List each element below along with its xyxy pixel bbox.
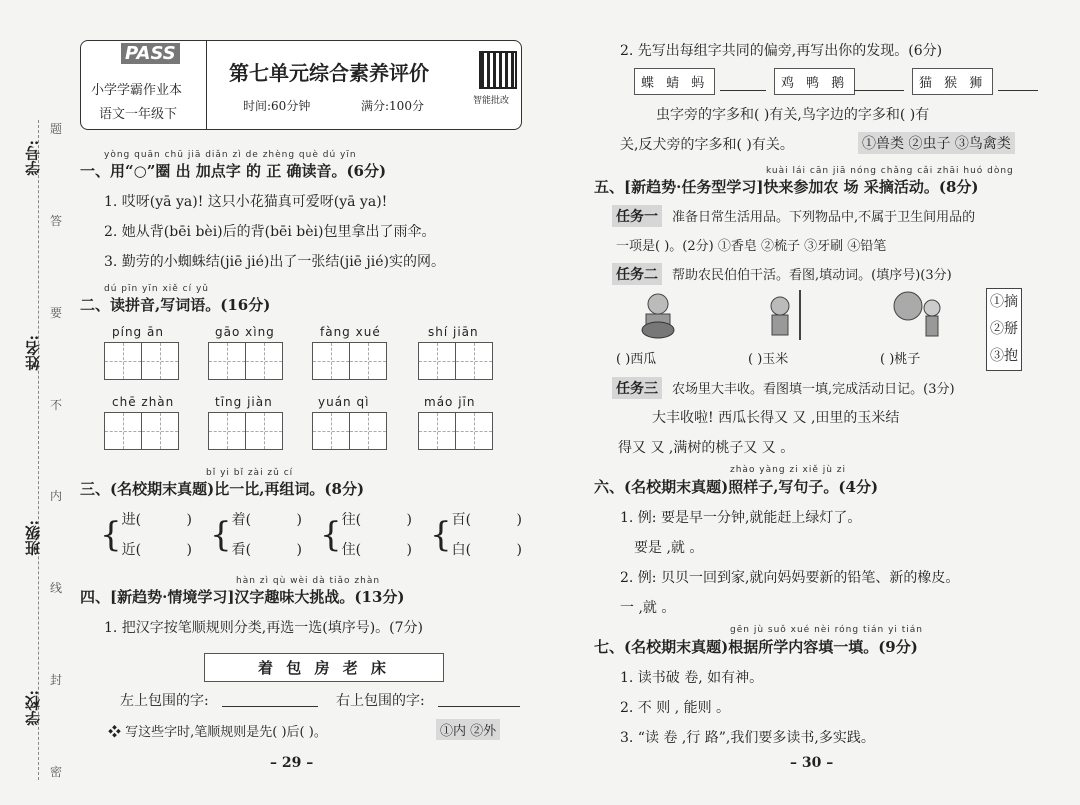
stroke-order-options: ①内 ②外 xyxy=(436,719,500,740)
s1-q2: 2. 她从背(bēi bèi)后的背(bēi bèi)包里拿出了雨伞。 xyxy=(104,224,436,240)
seal-char: 不 xyxy=(50,397,63,412)
seal-line-chars xyxy=(50,120,62,780)
compare-char[interactable]: 着( xyxy=(231,512,252,528)
word-grid[interactable] xyxy=(312,412,386,450)
compare-group xyxy=(430,505,522,565)
verb-option: ②掰 xyxy=(990,321,1018,337)
compare-group xyxy=(210,505,302,565)
paren: ) xyxy=(406,512,412,528)
s4-pinyin: hàn zì qù wèi dà tiǎo zhàn xyxy=(236,576,381,586)
word-pinyin: píng ān xyxy=(112,325,164,339)
compare-char[interactable]: 白( xyxy=(451,542,472,558)
seal-char: 封 xyxy=(50,673,63,688)
corn-picture xyxy=(760,290,820,340)
compare-group xyxy=(100,505,192,565)
s2-title: 二、读拼音,写词语。(16分) xyxy=(80,296,271,314)
s3-pinyin: bǐ yi bǐ zài zǔ cí xyxy=(206,468,294,478)
compare-char[interactable]: 百( xyxy=(451,512,472,528)
page-title: 第七单元综合素养评价 xyxy=(229,61,429,85)
s3-title: 三、(名校期末真题)比一比,再组词。(8分) xyxy=(80,480,365,498)
word-grid[interactable] xyxy=(208,342,282,380)
brace-icon: { xyxy=(430,515,452,555)
school-label: 学校: xyxy=(24,690,42,726)
s1-q3: 3. 勤劳的小蜘蛛结(jiē jié)出了一张结(jiē jié)实的网。 xyxy=(104,254,445,270)
page-number-left: – 29 – xyxy=(270,755,314,771)
task1-text: 准备日常生活用品。下列物品中,不属于卫生间用品的 xyxy=(672,210,976,225)
fill-line1[interactable]: 1. 读书破 卷, 如有神。 xyxy=(620,670,764,686)
compare-group xyxy=(320,505,412,565)
paren: ) xyxy=(296,512,302,528)
fill-line2[interactable]: 2. 不 则 , 能则 。 xyxy=(620,700,731,716)
seal-char: 密 xyxy=(50,764,63,779)
word-pinyin: fàng xué xyxy=(320,325,381,339)
compare-char[interactable]: 往( xyxy=(341,512,362,528)
right-surround-label: 右上包围的字: xyxy=(336,693,425,709)
word-pinyin: chē zhàn xyxy=(112,395,175,409)
s6-pinyin: kuài lái cān jiā nóng chǎng cǎi zhāi huó dòng xyxy=(766,166,1014,176)
watermelon-picture xyxy=(628,290,688,340)
page-number-right: – 30 – xyxy=(790,755,834,771)
diary-line1[interactable]: 大丰收啦! 西瓜长得又 又 ,田里的玉米结 xyxy=(652,410,900,426)
verb-fill[interactable]: ( )桃子 xyxy=(880,352,921,367)
s4-title: 四、[新趋势·情境学习]汉字趣味大挑战。(13分) xyxy=(80,588,405,606)
verb-fill[interactable]: ( )西瓜 xyxy=(616,352,657,367)
word-grid[interactable] xyxy=(312,342,386,380)
compare-char[interactable]: 近( xyxy=(121,542,142,558)
s8-title: 七、(名校期末真题)根据所学内容填一填。(9分) xyxy=(594,638,918,656)
time-limit: 时间:60分钟 xyxy=(243,99,311,113)
word-pinyin: shí jiān xyxy=(428,325,479,339)
grade: 语文一年级下 xyxy=(99,107,178,122)
fill-line3[interactable]: 3. “读 卷 ,行 路”,我们要多读书,多实践。 xyxy=(620,730,875,746)
paren: ) xyxy=(516,512,522,528)
char-scroll: 着 包 房 老 床 xyxy=(204,653,444,682)
paren: ) xyxy=(296,542,302,558)
verb-option: ③抱 xyxy=(990,348,1018,364)
word-pinyin: máo jīn xyxy=(424,395,476,409)
radical-group: 鸡 鸭 鹅 xyxy=(774,68,855,95)
right-surround-blank[interactable] xyxy=(438,692,520,707)
s7-title: 六、(名校期末真题)照样子,写句子。(4分) xyxy=(594,478,879,496)
s8-pinyin: gēn jù suǒ xué nèi róng tián yi tián xyxy=(730,625,924,635)
word-pinyin: yuán qì xyxy=(318,395,370,409)
left-surround-blank[interactable] xyxy=(222,692,318,707)
example1-blank[interactable]: 要是 ,就 。 xyxy=(634,540,704,556)
brace-icon: { xyxy=(210,515,232,555)
name-label: 姓名: xyxy=(24,335,42,371)
divider xyxy=(206,41,207,129)
logo: PASS xyxy=(121,43,180,64)
left-surround-label: 左上包围的字: xyxy=(120,693,209,709)
word-grid[interactable] xyxy=(104,342,178,380)
student-id-label: 学号: xyxy=(24,140,42,176)
radical-blank[interactable] xyxy=(720,76,766,91)
finding-line1: 虫字旁的字多和( )有关,鸟字边的字多和( )有 xyxy=(656,107,930,123)
full-score: 满分:100分 xyxy=(361,99,424,113)
s4-q1: 1. 把汉字按笔顺规则分类,再选一选(填序号)。(7分) xyxy=(104,620,424,636)
word-pinyin: gāo xìng xyxy=(215,325,275,339)
verb-option: ①摘 xyxy=(990,294,1018,310)
example1: 1. 例: 要是早一分钟,就能赶上绿灯了。 xyxy=(620,510,862,526)
task2-text: 帮助农民伯伯干活。看图,填动词。(填序号)(3分) xyxy=(672,268,952,283)
radical-group: 蝶 蜻 蚂 xyxy=(634,68,715,95)
diary-line2[interactable]: 得又 又 ,满树的桃子又 又 。 xyxy=(618,440,795,456)
example2: 2. 例: 贝贝一回到家,就向妈妈要新的铅笔、新的橡皮。 xyxy=(620,570,960,586)
paren: ) xyxy=(516,542,522,558)
s1-title: 一、用“○”圈 出 加点字 的 正 确读音。(6分) xyxy=(80,162,387,180)
seal-char: 题 xyxy=(50,122,63,136)
seal-char: 答 xyxy=(50,213,63,228)
paren: ) xyxy=(186,512,192,528)
paren: ) xyxy=(186,542,192,558)
seal-char: 线 xyxy=(50,581,63,596)
brace-icon: { xyxy=(100,515,122,555)
header-box xyxy=(80,40,522,130)
paren: ) xyxy=(406,542,412,558)
finding-line2: 关,反犬旁的字多和( )有关。 xyxy=(620,137,794,153)
verb-options xyxy=(986,288,1022,371)
s1-q1: 1. 哎呀(yā ya)! 这只小花猫真可爱呀(yā ya)! xyxy=(104,194,388,210)
seal-char: 要 xyxy=(50,305,63,320)
word-grid[interactable] xyxy=(208,412,282,450)
qr-code-icon xyxy=(479,51,517,89)
class-label: 班级: xyxy=(24,520,42,556)
binding-line xyxy=(38,120,39,780)
task2-tag: 任务二 xyxy=(612,263,662,285)
s2-pinyin: dú pīn yīn xiě cí yǔ xyxy=(104,284,210,294)
word-pinyin: tīng jiàn xyxy=(215,395,273,409)
word-grid[interactable] xyxy=(418,412,492,450)
compare-char[interactable]: 进( xyxy=(121,512,142,528)
task1-tag: 任务一 xyxy=(612,205,662,227)
s1-pinyin: yòng quān chū jiā diǎn zì de zhèng què dú yīn xyxy=(104,150,357,160)
radical-blank[interactable] xyxy=(998,76,1038,91)
stroke-order-note: ❖ 写这些字时,笔顺规则是先( )后( )。 xyxy=(108,725,327,740)
task3-text: 农场里大丰收。看图填一填,完成活动日记。(3分) xyxy=(672,382,955,397)
s5-q2: 2. 先写出每组字共同的偏旁,再写出你的发现。(6分) xyxy=(620,43,943,59)
compare-char[interactable]: 住( xyxy=(341,542,362,558)
seal-char: 内 xyxy=(50,489,63,504)
brand: 小学学霸作业本 xyxy=(91,83,183,98)
finding-options: ①兽类 ②虫子 ③鸟禽类 xyxy=(858,132,1015,154)
qr-label: 智能批改 xyxy=(473,96,510,106)
radical-group: 猫 猴 狮 xyxy=(912,68,993,95)
example2-blank[interactable]: 一 ,就 。 xyxy=(620,600,676,616)
peach-tree-picture xyxy=(888,290,948,340)
s6-title: 五、[新趋势·任务型学习]快来参加农 场 采摘活动。(8分) xyxy=(594,178,979,196)
compare-char[interactable]: 看( xyxy=(231,542,252,558)
brace-icon: { xyxy=(320,515,342,555)
compare-groups xyxy=(100,505,522,565)
verb-fill[interactable]: ( )玉米 xyxy=(748,352,789,367)
word-grid[interactable] xyxy=(418,342,492,380)
right-page xyxy=(540,0,1080,805)
task3-tag: 任务三 xyxy=(612,377,662,399)
s7-pinyin: zhào yàng zi xiě jù zi xyxy=(730,465,847,475)
word-grid[interactable] xyxy=(104,412,178,450)
task1-text2: 一项是( )。(2分) ①香皂 ②梳子 ③牙刷 ④铅笔 xyxy=(616,239,887,254)
radical-blank[interactable] xyxy=(854,76,904,91)
